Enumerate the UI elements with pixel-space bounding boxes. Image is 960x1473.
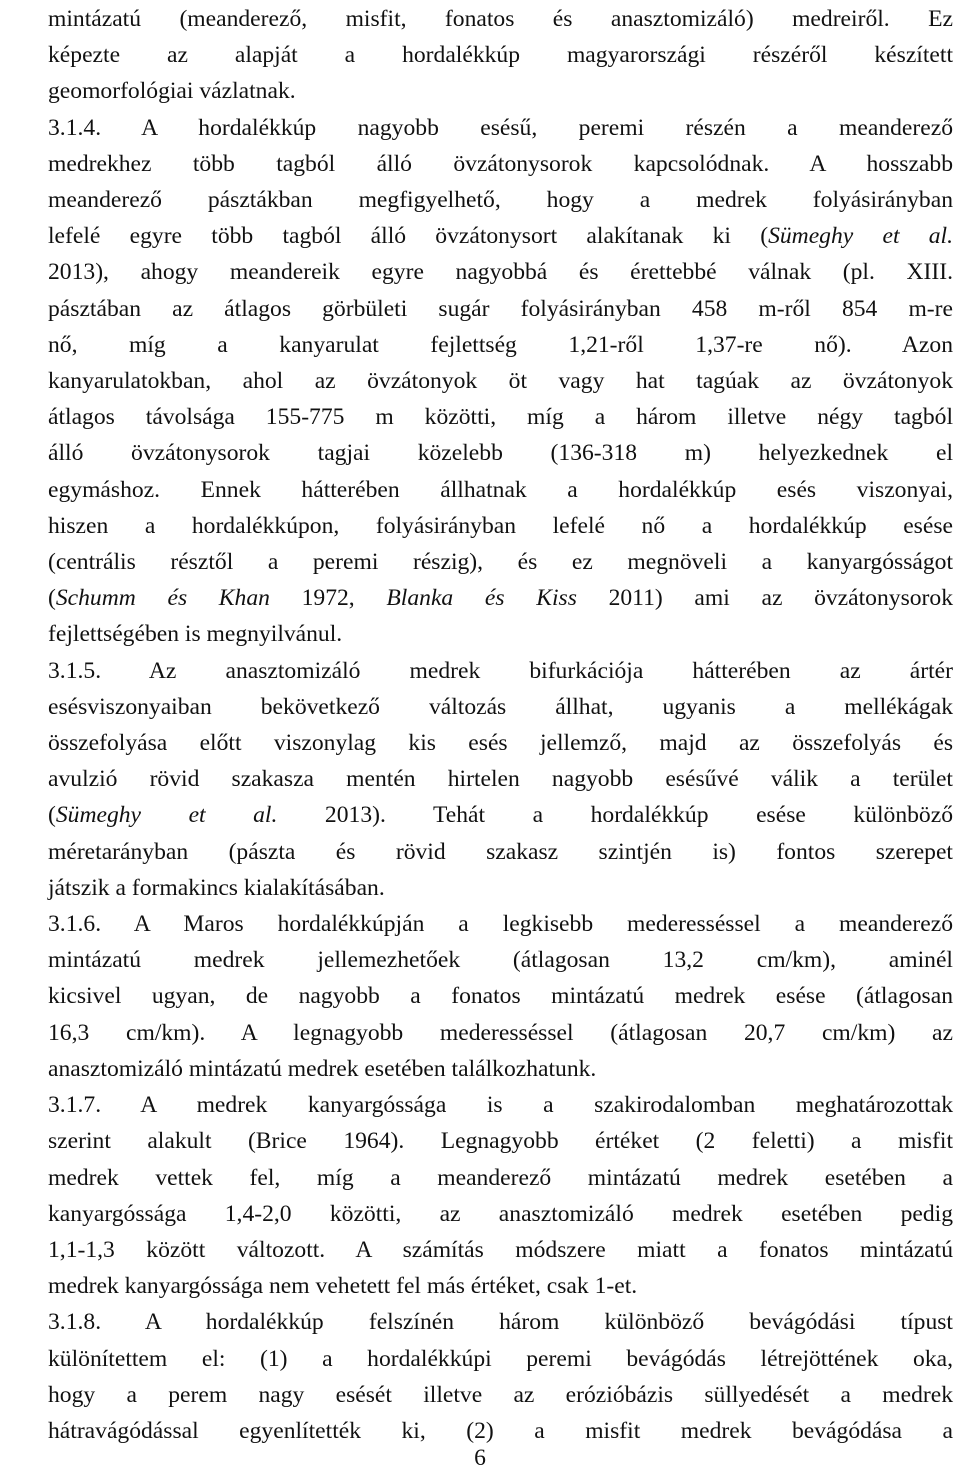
text-line: 1,1-1,3 között változott. A számítás módszere miatt a fonatos mintázatú <box>48 1236 953 1263</box>
text-line: képezte az alapját a hordalékkúp magyarországi részéről készített <box>48 42 953 69</box>
text-line: összefolyása előtt viszonylag kis esés jellemző, majd az összefolyás és <box>48 730 953 757</box>
text-line: átlagos távolsága 155-775 m közötti, míg a három illetve négy tagból <box>48 404 953 431</box>
text-line: 3.1.6. A Maros hordalékkúpján a legkisebb mederesséssel a meanderező <box>48 911 953 938</box>
paragraph-intro <box>48 1 953 110</box>
text-line: lefelé egyre több tagból álló övzátonysort alakítanak ki (Sümeghy et al. <box>48 223 953 250</box>
text-line: hiszen a hordalékkúpon, folyásirányban lefelé nő a hordalékkúp esése <box>48 512 953 539</box>
text-line: geomorfológiai vázlatnak. <box>48 78 296 105</box>
text-line: 2013), ahogy meandereik egyre nagyobbá és érettebbé válnak (pl. XIII. <box>48 259 953 286</box>
text-line: 3.1.7. A medrek kanyargóssága is a szakirodalomban meghatározottak <box>48 1092 953 1119</box>
text-line: szerint alakult (Brice 1964). Legnagyobb értéket (2 feletti) a misfit <box>48 1128 953 1155</box>
text-line: 3.1.8. A hordalékkúp felszínén három különböző bevágódási típust <box>48 1309 953 1336</box>
text-line: egymáshoz. Ennek hátterében állhatnak a hordalékkúp esés viszonyai, <box>48 476 953 503</box>
text-line: kanyarulatokban, ahol az övzátonyok öt vagy hat tagúak az övzátonyok <box>48 368 953 395</box>
document-page <box>48 0 953 1449</box>
text-line: hogy a perem nagy esését illetve az erózióbázis süllyedését a medrek <box>48 1381 953 1408</box>
text-line: hátravágódással egyenlítették ki, (2) a misfit medrek bevágódása a <box>48 1417 953 1444</box>
text-line: (centrális résztől a peremi részig), és ez megnöveli a kanyargósságot <box>48 549 953 576</box>
text-line: esésviszonyaiban bekövetkező változás állhat, ugyanis a mellékágak <box>48 693 953 720</box>
text-line: meanderező pásztákban megfigyelhető, hogy a medrek folyásirányban <box>48 187 953 214</box>
text-line: (Sümeghy et al. 2013). Tehát a hordalékkúp esése különböző <box>48 802 953 829</box>
text-line: kanyargóssága 1,4-2,0 közötti, az anasztomizáló medrek esetében pedig <box>48 1200 953 1227</box>
text-line: játszik a formakincs kialakításában. <box>48 874 385 901</box>
text-line: medrek vettek fel, míg a meanderező mintázatú medrek esetében a <box>48 1164 953 1191</box>
page-number: 6 <box>474 1445 486 1471</box>
text-line: mintázatú medrek jellemezhetőek (átlagosan 13,2 cm/km), aminél <box>48 947 953 974</box>
paragraph-3-1-8 <box>48 1304 953 1449</box>
paragraph-3-1-5 <box>48 653 953 906</box>
text-line: 16,3 cm/km). A legnagyobb mederesséssel (átlagosan 20,7 cm/km) az <box>48 1019 953 1046</box>
text-line: medrek kanyargóssága nem vehetett fel más értéket, csak 1-et. <box>48 1273 638 1300</box>
text-line: avulzió rövid szakasza mentén hirtelen nagyobb esésűvé válik a terület <box>48 766 953 793</box>
text-line: mintázatú (meanderező, misfit, fonatos és anasztomizáló) medreiről. Ez <box>48 6 953 32</box>
paragraph-3-1-7 <box>48 1087 953 1304</box>
text-line: 3.1.4. A hordalékkúp nagyobb esésű, peremi részén a meanderező <box>48 114 953 141</box>
text-line: anasztomizáló mintázatú medrek esetében találkozhatunk. <box>48 1055 597 1082</box>
paragraph-3-1-4 <box>48 110 953 653</box>
text-line: különítettem el: (1) a hordalékkúpi peremi bevágódás létrejöttének oka, <box>48 1345 953 1372</box>
text-line: álló övzátonysorok tagjai közelebb (136-318 m) helyezkednek el <box>48 440 953 467</box>
text-line: fejlettségében is megnyilvánul. <box>48 621 343 648</box>
text-line: (Schumm és Khan 1972, Blanka és Kiss 2011) ami az övzátonysorok <box>48 585 954 612</box>
text-line: kicsivel ugyan, de nagyobb a fonatos mintázatú medrek esése (átlagosan <box>48 983 953 1010</box>
text-line: medrekhez több tagból álló övzátonysorok kapcsolódnak. A hosszabb <box>48 150 953 177</box>
text-line: pásztában az átlagos görbületi sugár folyásirányban 458 m-ről 854 m-re <box>48 295 953 322</box>
text-line: méretarányban (pászta és rövid szakasz szintjén is) fontos szerepet <box>48 838 953 865</box>
paragraph-3-1-6 <box>48 906 953 1087</box>
text-line: nő, míg a kanyarulat fejlettség 1,21-ről 1,37-re nő). Azon <box>48 331 953 358</box>
text-line: 3.1.5. Az anasztomizáló medrek bifurkációja hátterében az ártér <box>48 657 953 684</box>
